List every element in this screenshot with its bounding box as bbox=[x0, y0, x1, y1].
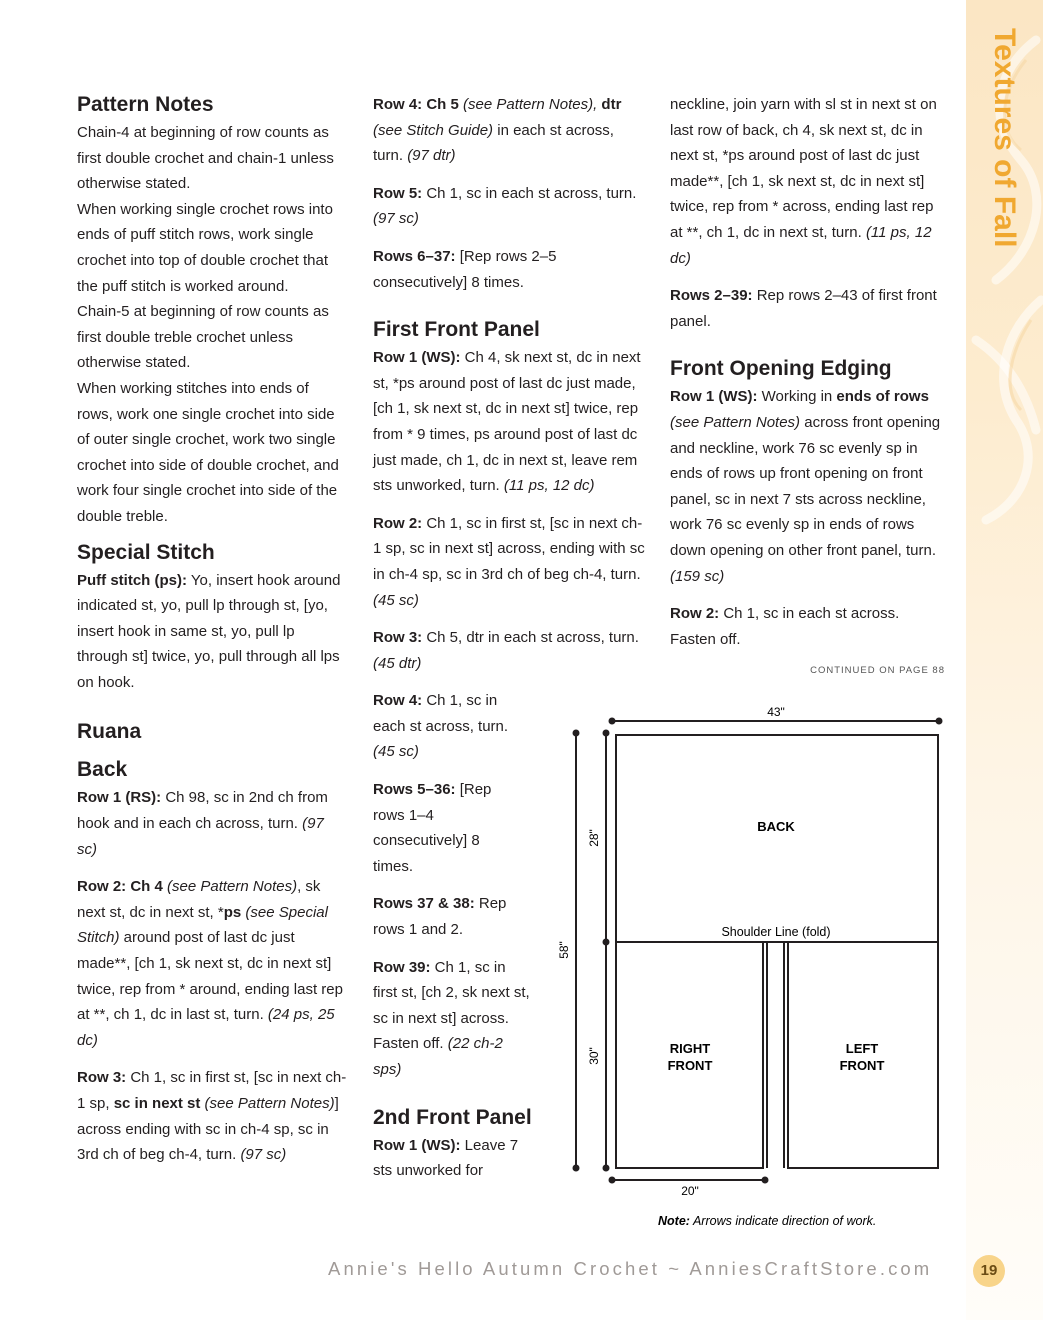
row-text: Ch 1, sc in each st across, turn. bbox=[422, 184, 637, 202]
row-count: (11 ps, 12 dc) bbox=[670, 223, 932, 267]
row-label: Row 4: bbox=[373, 692, 423, 710]
row-label: Row 3: bbox=[373, 629, 423, 647]
dim-label-58: 58" bbox=[557, 941, 571, 959]
arrow-end bbox=[603, 1165, 610, 1172]
arrow-end bbox=[936, 718, 943, 725]
instruction-row bbox=[373, 511, 648, 613]
row-label: Rows 2–39: bbox=[670, 287, 753, 305]
row-text: Ch 1, sc in first st, [sc in next ch-1 sp, bbox=[77, 1069, 347, 1112]
arrow-end bbox=[609, 718, 616, 725]
instruction-row bbox=[373, 891, 533, 942]
heading-front-opening-edging: Front Opening Edging bbox=[670, 357, 892, 381]
row-bold: ps bbox=[223, 903, 242, 921]
sidebar-title: Textures of Fall bbox=[988, 28, 1021, 248]
instruction-row bbox=[670, 384, 945, 589]
instruction-row bbox=[670, 601, 945, 652]
row-text: ] across ending with sc in ch-4 sp, sc in 3rd ch of beg ch-4, turn. bbox=[77, 1095, 339, 1164]
stitch-label: Puff stitch (ps): bbox=[77, 571, 187, 589]
row-text: Ch 1, sc in first st, [sc in next ch-1 sp, sc in next st] across, ending with sc in ch-4 sp, sc in 3rd ch of beg ch-4, turn. bbox=[373, 514, 645, 583]
instruction-row bbox=[373, 181, 648, 232]
instruction-row bbox=[373, 777, 498, 879]
instruction-row bbox=[77, 1065, 347, 1167]
row-label: Rows 5–36: bbox=[373, 781, 456, 799]
row-text: Ch 98, sc in 2nd ch from hook and in each ch across, turn. bbox=[77, 789, 328, 833]
schematic-svg bbox=[548, 700, 963, 1240]
instruction-row bbox=[373, 1133, 523, 1184]
instruction-row bbox=[77, 785, 347, 862]
note-paragraph: Chain-4 at beginning of row counts as first double crochet and chain-1 unless otherwise stated. bbox=[77, 124, 334, 193]
instruction-row bbox=[373, 345, 648, 499]
row-count: (97 sc) bbox=[77, 815, 324, 858]
heading-2nd-front-panel: 2nd Front Panel bbox=[373, 1105, 532, 1129]
row-note: (see Pattern Notes), bbox=[458, 96, 602, 113]
ruana-schematic bbox=[548, 700, 963, 1240]
row-count: (159 sc) bbox=[670, 567, 725, 585]
row-count: (45 sc) bbox=[373, 591, 419, 609]
heading-pattern-notes: Pattern Notes bbox=[77, 93, 214, 116]
note-paragraph: When working single crochet rows into ends of puff stitch rows, work single crochet into top of double crochet that the puff stitch is worked around. bbox=[77, 200, 333, 295]
row-count: (45 sc) bbox=[373, 743, 419, 761]
column-3 bbox=[670, 92, 945, 684]
row-note: (see Pattern Notes) bbox=[162, 878, 298, 896]
right-front-label: FRONT bbox=[667, 1058, 713, 1073]
back-panel-shape bbox=[616, 735, 938, 942]
row-count: (22 ch-2 sps) bbox=[373, 1035, 503, 1078]
arrow-end bbox=[609, 1177, 616, 1184]
row-count: (97 sc) bbox=[373, 210, 419, 228]
heading-ruana: Ruana bbox=[77, 720, 142, 744]
row-text: Ch 1, sc in first st, [ch 2, sk next st, sc in next st] across. Fasten off. bbox=[373, 958, 530, 1053]
row-text: Rep rows 1 and 2. bbox=[373, 895, 507, 939]
dim-label-30: 30" bbox=[587, 1047, 601, 1065]
row-text: Rep rows 2–43 of first front panel. bbox=[670, 287, 937, 330]
row-bold: sc in next st bbox=[113, 1095, 201, 1112]
continued-note: CONTINUED ON PAGE 88 bbox=[810, 665, 945, 677]
row-label: Row 2: bbox=[670, 605, 720, 623]
shoulder-label: Shoulder Line (fold) bbox=[721, 925, 831, 939]
row-label: Row 1 (WS): bbox=[373, 1136, 461, 1154]
arrow-end bbox=[762, 1177, 769, 1184]
instruction-row bbox=[373, 625, 648, 676]
row-count: (11 ps, 12 dc) bbox=[503, 477, 595, 495]
row-text: neckline, join yarn with sl st in next st on last row of back, ch 4, sk next st, dc in next st, *ps around post of last dc just made**, [ch 1, sk next st, dc in next st] twice, rep from * across, ending last rep at **, ch 1, dc in next st, turn. bbox=[670, 96, 937, 241]
arrow-end bbox=[573, 1165, 580, 1172]
diagram-note bbox=[658, 1214, 876, 1228]
row-text: Ch 4, sk next st, dc in next st, *ps around post of last dc just made, [ch 1, sk next st, dc in next st] twice, rep from * 9 times, ps around post of last dc just made, ch 1, dc in next st, leave rem sts unworked, turn. bbox=[373, 349, 641, 495]
dim-label-bottom: 20" bbox=[681, 1184, 699, 1198]
row-label: Row 5: bbox=[373, 184, 423, 202]
special-stitch-text bbox=[77, 568, 347, 696]
note-label: Note: bbox=[658, 1214, 690, 1228]
page-number-badge: 19 bbox=[973, 1255, 1005, 1287]
note-paragraph: Chain-5 at beginning of row counts as first double treble crochet unless otherwise stated. bbox=[77, 303, 329, 372]
row-bold: ends of rows bbox=[836, 388, 929, 406]
row-text: [Rep rows 2–5 consecutively] 8 times. bbox=[373, 247, 557, 291]
page-footer: Annie's Hello Autumn Crochet ~ AnniesCraftStore.com bbox=[328, 1258, 933, 1279]
row-bold: dtr bbox=[601, 96, 622, 113]
dim-label-top: 43" bbox=[767, 705, 785, 719]
row-text: around post of last dc just made**, [ch 1, sk next st, dc in next st] twice, rep from * around, ending last rep at **, ch 1, dc in last st, turn. bbox=[77, 929, 343, 1024]
row-text: Ch 5, dtr in each st across, turn. bbox=[422, 629, 639, 647]
row-note: (see Stitch Guide) bbox=[373, 121, 494, 139]
row-label: Row 1 (WS): bbox=[670, 388, 758, 406]
note-text: Arrows indicate direction of work. bbox=[689, 1214, 877, 1228]
instruction-row bbox=[373, 92, 648, 169]
column-1 bbox=[77, 92, 347, 1180]
row-label: Row 39: bbox=[373, 958, 431, 976]
left-front-label: LEFT bbox=[845, 1041, 879, 1056]
row-count: (45 dtr) bbox=[373, 654, 422, 672]
row-note: (see Special Stitch) bbox=[77, 903, 328, 947]
instruction-row bbox=[373, 244, 648, 295]
instruction-row bbox=[373, 688, 533, 765]
row-text: Ch 1, sc in each st across, turn. bbox=[373, 692, 509, 735]
dim-label-28: 28" bbox=[587, 829, 601, 847]
row-count: (97 sc) bbox=[240, 1146, 287, 1164]
row-count: (24 ps, 25 dc) bbox=[77, 1006, 335, 1049]
row-text: , sk next st, dc in next st, * bbox=[77, 878, 321, 921]
heading-special-stitch: Special Stitch bbox=[77, 540, 215, 564]
arrow-end bbox=[603, 730, 610, 737]
stitch-description: Yo, insert hook around indicated st, yo, pull lp through st, [yo, insert hook in same st, yo, pull lp through st] twice, yo, pull through all lps on hook. bbox=[77, 571, 341, 691]
heading-first-front-panel: First Front Panel bbox=[373, 318, 540, 342]
note-paragraph: When working stitches into ends of rows, work one single crochet into side of outer single crochet, work two single crochet into side of double crochet, and work four single crochet into side of the double treble. bbox=[77, 379, 339, 525]
instruction-row bbox=[373, 955, 533, 1083]
row-label: Row 2: Ch 4 bbox=[77, 878, 163, 896]
right-front-label: RIGHT bbox=[669, 1041, 711, 1056]
row-label: Rows 37 & 38: bbox=[373, 895, 475, 913]
row-label: Row 2: bbox=[373, 514, 423, 532]
row-label: Row 3: bbox=[77, 1069, 127, 1087]
row-count: (97 dtr) bbox=[407, 147, 456, 165]
back-label: BACK bbox=[757, 819, 795, 834]
row-text: Ch 1, sc in each st across. Fasten off. bbox=[670, 605, 900, 648]
row-text: in each st across, turn. bbox=[373, 121, 614, 165]
row-text: Working in bbox=[757, 388, 837, 406]
row-text: Leave 7 sts unworked for bbox=[373, 1136, 519, 1180]
instruction-row bbox=[670, 92, 945, 271]
row-label: Row 1 (RS): bbox=[77, 789, 162, 807]
row-text: [Rep rows 1–4 consecutively] 8 times. bbox=[373, 781, 492, 875]
row-note: (see Pattern Notes) bbox=[670, 413, 801, 431]
arrow-end bbox=[573, 730, 580, 737]
heading-back: Back bbox=[77, 758, 128, 782]
row-text: across front opening and neckline, work 76 sc evenly sp in ends of rows up front opening on front panel, sc in next 7 sts across neckline, work 76 sc evenly sp in ends of rows down opening on other front panel, turn. bbox=[670, 413, 941, 559]
arrow-end bbox=[603, 939, 610, 946]
row-label: Rows 6–37: bbox=[373, 247, 456, 265]
instruction-row bbox=[77, 874, 347, 1053]
left-front-label: FRONT bbox=[839, 1058, 885, 1073]
instruction-row bbox=[670, 283, 945, 334]
row-label: Row 1 (WS): bbox=[373, 349, 461, 367]
row-label: Row 4: Ch 5 bbox=[373, 96, 459, 113]
row-note: (see Pattern Notes) bbox=[200, 1095, 335, 1112]
